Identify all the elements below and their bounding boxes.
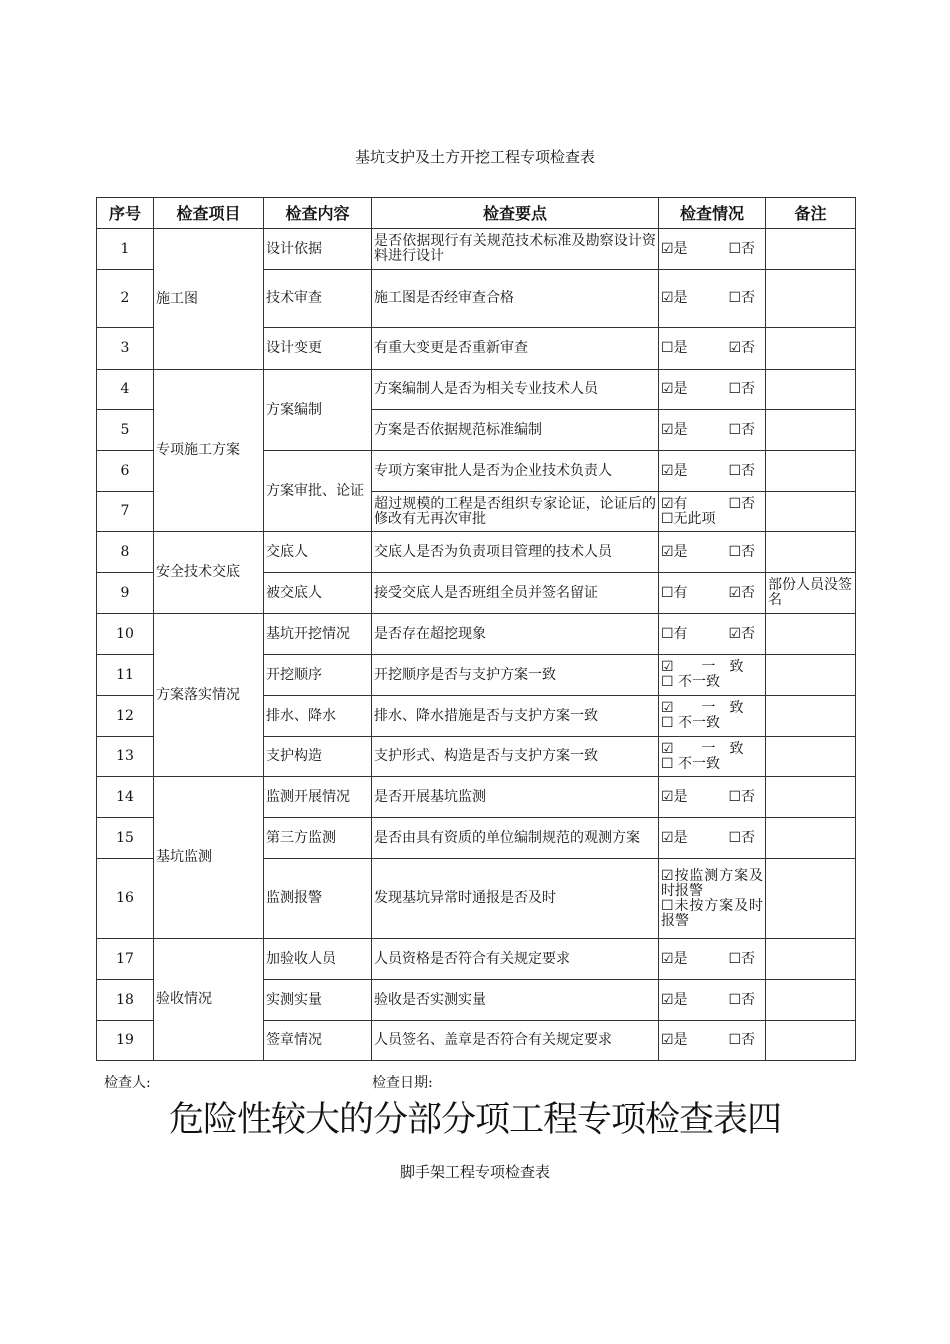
row-number: 6 — [97, 451, 154, 492]
content-cell: 方案审批、论证 — [264, 451, 372, 532]
checkbox-no[interactable]: ☐否 — [728, 950, 755, 967]
checkbox-yes[interactable]: ☑是 — [661, 290, 688, 306]
header-status: 检查情况 — [659, 198, 766, 229]
checkbox-no[interactable]: ☐否 — [728, 543, 755, 560]
content-cell: 技术审查 — [264, 270, 372, 328]
checkbox-no[interactable]: ☐否 — [728, 788, 755, 805]
content-cell: 第三方监测 — [264, 818, 372, 859]
point-cell: 是否由具有资质的单位编制规范的观测方案 — [372, 818, 659, 859]
checkbox-consistent[interactable]: ☑ 一 致 — [661, 740, 744, 757]
status-cell — [659, 451, 766, 492]
point-cell: 排水、降水措施是否与支护方案一致 — [372, 696, 659, 737]
inspector-label: 检查人: — [104, 1075, 151, 1091]
point-cell: 专项方案审批人是否为企业技术负责人 — [372, 451, 659, 492]
status-cell — [659, 818, 766, 859]
content-cell: 基坑开挖情况 — [264, 614, 372, 655]
status-cell — [659, 777, 766, 818]
status-cell — [659, 573, 766, 614]
checkbox-no[interactable]: ☐否 — [728, 1032, 755, 1048]
header-no: 序号 — [97, 198, 154, 229]
note-cell — [766, 777, 856, 818]
checkbox-yes[interactable]: ☑是 — [661, 1032, 688, 1048]
checkbox-alarm-timely[interactable]: ☑按监测方案及时报警 — [661, 867, 763, 899]
checkbox-yes[interactable]: ☑是 — [661, 421, 688, 438]
row-number: 14 — [97, 777, 154, 818]
checkbox-no[interactable]: ☑否 — [728, 625, 755, 642]
checkbox-yes[interactable]: ☑是 — [661, 829, 688, 846]
row-number: 16 — [97, 859, 154, 939]
note-cell — [766, 370, 856, 410]
status-cell — [659, 737, 766, 777]
content-cell: 排水、降水 — [264, 696, 372, 737]
group-cell: 施工图 — [154, 229, 264, 370]
status-cell — [659, 980, 766, 1021]
point-cell: 超过规模的工程是否组织专家论证，论证后的修改有无再次审批 — [372, 492, 659, 532]
point-cell: 开挖顺序是否与支护方案一致 — [372, 655, 659, 696]
status-cell — [659, 614, 766, 655]
checkbox-yes[interactable]: ☐是 — [661, 340, 688, 356]
note-cell — [766, 737, 856, 777]
content-cell: 支护构造 — [264, 737, 372, 777]
status-cell — [659, 492, 766, 532]
point-cell: 方案编制人是否为相关专业技术人员 — [372, 370, 659, 410]
row-number: 10 — [97, 614, 154, 655]
checkbox-yes[interactable]: ☐有 — [661, 584, 688, 601]
content-cell: 设计变更 — [264, 328, 372, 370]
row-number: 15 — [97, 818, 154, 859]
row-number: 18 — [97, 980, 154, 1021]
checkbox-no[interactable]: ☑否 — [728, 584, 755, 601]
checkbox-yes[interactable]: ☐有 — [661, 625, 688, 642]
status-cell — [659, 410, 766, 451]
note-cell — [766, 859, 856, 939]
checkbox-consistent[interactable]: ☑ 一 致 — [661, 700, 744, 716]
note-cell: 部份人员没签名 — [766, 573, 856, 614]
row-number: 12 — [97, 696, 154, 737]
checkbox-yes[interactable]: ☑有 — [661, 495, 688, 512]
note-cell — [766, 696, 856, 737]
row-number: 8 — [97, 532, 154, 573]
row-number: 3 — [97, 328, 154, 370]
checkbox-no[interactable]: ☐否 — [728, 421, 755, 438]
note-cell — [766, 614, 856, 655]
content-cell: 实测实量 — [264, 980, 372, 1021]
checkbox-no[interactable]: ☐否 — [728, 462, 755, 479]
note-cell — [766, 451, 856, 492]
note-cell — [766, 818, 856, 859]
group-cell: 方案落实情况 — [154, 614, 264, 777]
checkbox-alarm-not-timely[interactable]: ☐未按方案及时报警 — [661, 897, 763, 929]
status-cell — [659, 532, 766, 573]
row-number: 1 — [97, 229, 154, 270]
checkbox-inconsistent[interactable]: ☐ 不一致 — [661, 715, 721, 731]
status-cell — [659, 370, 766, 410]
note-cell — [766, 492, 856, 532]
checkbox-no[interactable]: ☐否 — [728, 829, 755, 846]
content-cell: 被交底人 — [264, 573, 372, 614]
checkbox-yes[interactable]: ☑是 — [661, 543, 688, 560]
note-cell — [766, 270, 856, 328]
header-point: 检查要点 — [372, 198, 659, 229]
note-cell — [766, 655, 856, 696]
section-heading: 危险性较大的分部分项工程专项检查表四 — [168, 1100, 781, 1140]
content-cell: 签章情况 — [264, 1021, 372, 1061]
checkbox-yes[interactable]: ☑是 — [661, 950, 688, 967]
content-cell: 方案编制 — [264, 370, 372, 451]
status-cell — [659, 859, 766, 939]
checkbox-no[interactable]: ☐否 — [728, 495, 755, 512]
table-row — [97, 229, 856, 270]
table-row — [97, 939, 856, 980]
row-number: 13 — [97, 737, 154, 777]
point-cell: 接受交底人是否班组全员并签名留证 — [372, 573, 659, 614]
note-cell — [766, 980, 856, 1021]
status-cell — [659, 229, 766, 270]
row-number: 17 — [97, 939, 154, 980]
inspection-table — [96, 197, 856, 1061]
point-cell: 人员签名、盖章是否符合有关规定要求 — [372, 1021, 659, 1061]
row-number: 2 — [97, 270, 154, 328]
content-cell: 设计依据 — [264, 229, 372, 270]
point-cell: 施工图是否经审查合格 — [372, 270, 659, 328]
inspection-date-label: 检查日期: — [372, 1075, 433, 1091]
checkbox-inconsistent[interactable]: ☐ 不一致 — [661, 755, 721, 772]
table-row — [97, 614, 856, 655]
point-cell: 验收是否实测实量 — [372, 980, 659, 1021]
content-cell: 交底人 — [264, 532, 372, 573]
point-cell: 是否依据现行有关规范技术标准及勘察设计资料进行设计 — [372, 229, 659, 270]
checkbox-no[interactable]: ☐否 — [728, 991, 755, 1008]
content-cell: 监测开展情况 — [264, 777, 372, 818]
content-cell: 监测报警 — [264, 859, 372, 939]
point-cell: 是否存在超挖现象 — [372, 614, 659, 655]
content-cell: 开挖顺序 — [264, 655, 372, 696]
checkbox-yes[interactable]: ☑是 — [661, 991, 688, 1008]
group-cell: 基坑监测 — [154, 777, 264, 939]
checkbox-no[interactable]: ☐否 — [728, 290, 755, 306]
row-number: 19 — [97, 1021, 154, 1061]
header-item: 检查项目 — [154, 198, 264, 229]
row-number: 11 — [97, 655, 154, 696]
checkbox-yes[interactable]: ☑是 — [661, 381, 688, 397]
checkbox-no[interactable]: ☐否 — [728, 381, 755, 397]
row-number: 5 — [97, 410, 154, 451]
header-note: 备注 — [766, 198, 856, 229]
status-cell — [659, 328, 766, 370]
table-row — [97, 370, 856, 410]
status-cell — [659, 696, 766, 737]
checkbox-yes[interactable]: ☑是 — [661, 788, 688, 805]
point-cell: 交底人是否为负责项目管理的技术人员 — [372, 532, 659, 573]
checkbox-yes[interactable]: ☑是 — [661, 240, 688, 257]
status-cell — [659, 1021, 766, 1061]
checkbox-no[interactable]: ☑否 — [728, 340, 755, 356]
point-cell: 人员资格是否符合有关规定要求 — [372, 939, 659, 980]
group-cell: 安全技术交底 — [154, 532, 264, 614]
status-cell — [659, 939, 766, 980]
point-cell: 方案是否依据规范标准编制 — [372, 410, 659, 451]
checkbox-yes[interactable]: ☑是 — [661, 462, 688, 479]
header-row — [97, 198, 856, 229]
note-cell — [766, 229, 856, 270]
group-cell: 专项施工方案 — [154, 370, 264, 532]
checkbox-no[interactable]: ☐否 — [728, 240, 755, 257]
status-cell — [659, 655, 766, 696]
checkbox-na[interactable]: ☐无此项 — [661, 510, 716, 527]
next-table-title: 脚手架工程专项检查表 — [399, 1163, 550, 1181]
point-cell: 是否开展基坑监测 — [372, 777, 659, 818]
note-cell — [766, 939, 856, 980]
checkbox-inconsistent[interactable]: ☐ 不一致 — [661, 674, 721, 690]
content-cell: 加验收人员 — [264, 939, 372, 980]
row-number: 9 — [97, 573, 154, 614]
point-cell: 有重大变更是否重新审查 — [372, 328, 659, 370]
table-row — [97, 777, 856, 818]
group-cell: 验收情况 — [154, 939, 264, 1061]
header-content: 检查内容 — [264, 198, 372, 229]
point-cell: 支护形式、构造是否与支护方案一致 — [372, 737, 659, 777]
row-number: 7 — [97, 492, 154, 532]
status-cell — [659, 270, 766, 328]
row-number: 4 — [97, 370, 154, 410]
table-row — [97, 532, 856, 573]
note-cell — [766, 1021, 856, 1061]
point-cell: 发现基坑异常时通报是否及时 — [372, 859, 659, 939]
table-title: 基坑支护及土方开挖工程专项检查表 — [354, 148, 595, 166]
note-cell — [766, 532, 856, 573]
checkbox-consistent[interactable]: ☑ 一 致 — [661, 659, 744, 675]
note-cell — [766, 328, 856, 370]
note-cell — [766, 410, 856, 451]
